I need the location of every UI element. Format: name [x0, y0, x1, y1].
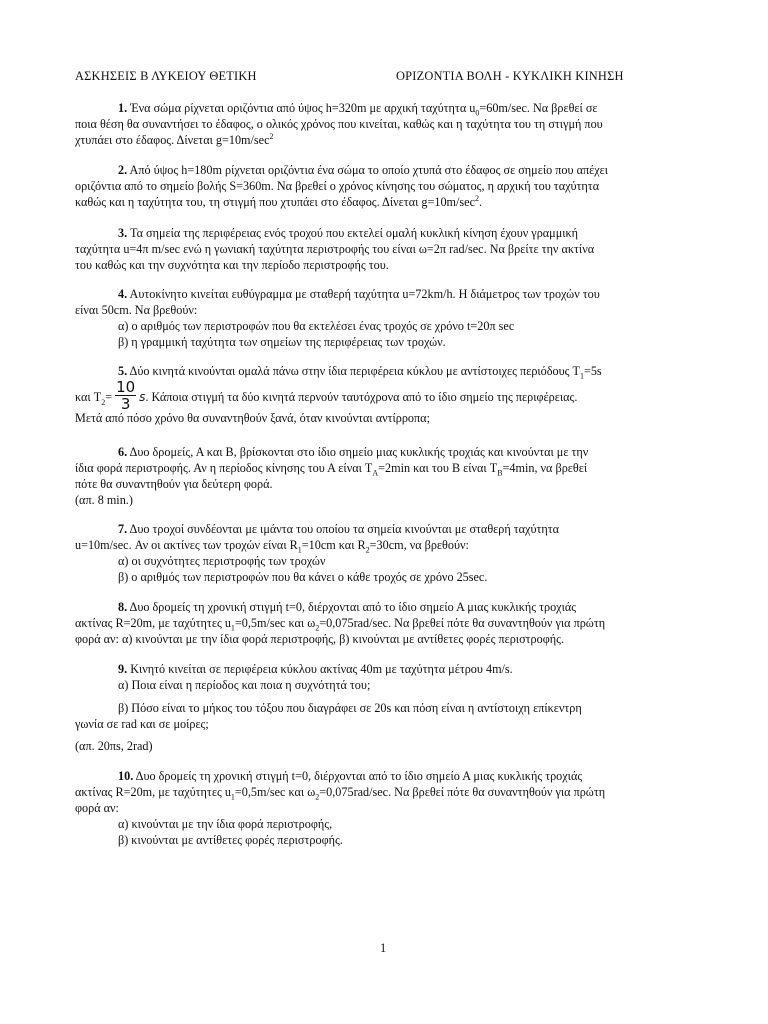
problem-line: ταχύτητα u=4π m/sec ενώ η γωνιακή ταχύτητα περιστροφής του είναι ω=2π rad/sec. Να βρείτε την ακτίνα	[75, 242, 595, 256]
header-right: ΟΡΙΖΟΝΤΙΑ ΒΟΛΗ - ΚΥΚΛΙΚΗ ΚΙΝΗΣΗ	[396, 69, 624, 83]
problem-number: 3.	[118, 226, 128, 240]
subscript: 1	[579, 371, 584, 381]
problem-line	[75, 444, 700, 460]
sub-question-a: α) οι συχνότητες περιστροφής των τροχών	[118, 554, 326, 568]
fraction-numerator: 10	[116, 378, 136, 396]
text: u=10m/sec. Αν οι ακτίνες των τροχών είναι R	[75, 538, 298, 552]
problem-line	[75, 363, 700, 379]
text: =	[105, 390, 113, 405]
text: και T	[75, 390, 102, 405]
subscript: 2	[315, 792, 320, 802]
problem-2	[75, 162, 700, 210]
subscript: 0	[475, 108, 480, 118]
problem-line	[75, 460, 700, 476]
text: ακτίνας R=20m, με ταχύτητες u	[75, 785, 231, 799]
problem-line	[75, 537, 700, 553]
subscript: B	[497, 468, 503, 478]
problem-line: ποια θέση θα συναντήσει το έδαφος, ο ολικός χρόνος που κινείται, καθώς και η ταχύτητα του τη στιγμή που	[75, 117, 603, 131]
problem-number: 10.	[118, 769, 134, 783]
problem-number: 6.	[118, 445, 128, 459]
problem-line: είναι 50cm. Να βρεθούν:	[75, 303, 198, 317]
text: καθώς και η ταχύτητα του, τη στιγμή που χτυπάει στο έδαφος. Δίνεται g=10m/sec	[75, 195, 475, 209]
text: Δύο κινητά κινούνται ομαλά πάνω στην ίδια περιφέρεια κύκλου με αντίστοιχες περιόδους T	[127, 364, 580, 378]
text: χτυπάει στο έδαφος. Δίνεται g=10m/sec	[75, 133, 270, 147]
subscript: 1	[230, 792, 235, 802]
problem-line	[75, 162, 700, 178]
problem-number: 4.	[118, 287, 128, 301]
problem-9	[75, 661, 700, 754]
text: Δυο δρομείς, Α και Β, βρίσκονται στο ίδιο σημείο μιας κυκλικής τροχιάς και κινούνται με την	[127, 445, 589, 459]
problem-10	[75, 768, 700, 848]
text: . Κάποια στιγμή τα δύο κινητά περνούν ταυτόχρονα από το ίδιο σημείο της περιφέρειας.	[145, 390, 578, 405]
problem-7	[75, 521, 700, 585]
problem-line: φορά αν:	[75, 801, 119, 815]
problem-5	[75, 363, 700, 426]
problem-line	[75, 661, 700, 677]
text: Δυο δρομείς τη χρονική στιγμή t=0, διέρχονται από το ίδιο σημείο Α μιας κυκλικής τροχιάς	[133, 769, 583, 783]
header-left: ΑΣΚΗΣΕΙΣ Β ΛΥΚΕΙΟΥ ΘΕΤΙΚΗ	[75, 69, 257, 83]
problem-number: 7.	[118, 522, 128, 536]
text: =0,075rad/sec. Να βρεθεί πότε θα συναντηθούν για πρώτη	[319, 785, 606, 799]
problem-4	[75, 286, 700, 350]
text: =0,5m/sec και ω	[234, 785, 316, 799]
problem-line	[75, 225, 700, 241]
problem-line: Μετά από πόσο χρόνο θα συναντηθούν ξανά, όταν κινούνται αντίρροπα;	[75, 411, 430, 425]
page-number: 1	[380, 941, 387, 955]
text: =0,075rad/sec. Να βρεθεί πότε θα συναντηθούν για πρώτη	[319, 616, 606, 630]
subscript: 1	[297, 545, 302, 555]
problem-1	[75, 100, 700, 148]
problem-number: 1.	[118, 101, 128, 115]
text: =10cm και R	[301, 538, 366, 552]
fraction	[115, 379, 136, 412]
subscript: A	[372, 468, 379, 478]
sub-question-b: β) η γραμμική ταχύτητα των σημείων της περιφέρειας των τροχών.	[118, 335, 446, 349]
text: =0,5m/sec και ω	[234, 616, 316, 630]
text: Αυτοκίνητο κινείται ευθύγραμμα με σταθερή ταχύτητα u=72km/h. Η διάμετρος των τροχών του	[127, 287, 600, 301]
sub-question-a: α) ο αριθμός των περιστροφών που θα εκτελέσει ένας τροχός σε χρόνο t=20π sec	[118, 319, 515, 333]
problem-line	[75, 132, 700, 148]
problem-line: φορά αν: α) κινούνται με την ίδια φορά περιστροφής, β) κινούνται με αντίθετες φορές περιστροφής.	[75, 632, 564, 646]
problem-number: 8.	[118, 600, 128, 614]
text: .	[479, 195, 483, 209]
text: =2min και του Β είναι T	[378, 461, 498, 475]
problem-line	[75, 378, 700, 413]
problem-6	[75, 444, 700, 508]
problem-number: 2.	[118, 163, 128, 177]
problem-line: του καθώς και την συχνότητα και την περίοδο περιστροφής του.	[75, 258, 389, 272]
sub-question-a: α) Ποια είναι η περίοδος και ποια η συχνότητά του;	[118, 678, 371, 692]
answer: (απ. 8 min.)	[75, 493, 133, 507]
sub-question-b: β) Πόσο είναι το μήκος του τόξου που διαγράφει σε 20s και πόση είναι η αντίστοιχη επίκεντρη	[118, 701, 582, 715]
problem-line: πότε θα συναντηθούν για δεύτερη φορά.	[75, 477, 273, 491]
problem-line: οριζόντια από το σημείο βολής S=360m. Να βρεθεί ο χρόνος κίνησης του σώματος, η αρχική του ταχύτητα	[75, 179, 600, 193]
subscript: 1	[230, 623, 235, 633]
superscript: 2	[475, 193, 479, 203]
text: =30cm, να βρεθούν:	[369, 538, 469, 552]
problem-line	[75, 615, 700, 631]
text: ίδια φορά περιστροφής. Αν η περίοδος κίνησης του Α είναι T	[75, 461, 373, 475]
problem-8	[75, 599, 700, 647]
fraction-denominator: 3	[120, 395, 131, 413]
problem-line	[75, 784, 700, 800]
superscript: 2	[269, 131, 274, 141]
sub-question-a: α) κινούνται με την ίδια φορά περιστροφής,	[118, 817, 333, 831]
text: ακτίνας R=20m, με ταχύτητες u	[75, 616, 231, 630]
problem-number: 9.	[118, 662, 128, 676]
text: Δυο τροχοί συνδέονται με ιμάντα του οποίου τα σημεία κινούνται με σταθερή ταχύτητα	[127, 522, 560, 536]
text: =60m/sec. Να βρεθεί σε	[479, 101, 598, 115]
answer: (απ. 20πs, 2rad)	[75, 739, 153, 753]
problem-line	[75, 521, 700, 537]
subscript: 2	[315, 623, 320, 633]
text: Τα σημεία της περιφέρειας ενός τροχού που εκτελεί ομαλή κυκλική κίνηση έχουν γραμμική	[127, 226, 579, 240]
text: Ένα σώμα ρίχνεται οριζόντια από ύψος h=320m με αρχική ταχύτητα u	[127, 101, 476, 115]
text: Κινητό κινείται σε περιφέρεια κύκλου ακτίνας 40m με ταχύτητα μέτρου 4m/s.	[127, 662, 513, 676]
text: Δυο δρομείς τη χρονική στιγμή t=0, διέρχονται από το ίδιο σημείο Α μιας κυκλικής τροχιάς	[127, 600, 577, 614]
text: =5s	[583, 364, 602, 378]
text: Από ύψος h=180m ρίχνεται οριζόντια ένα σώμα το οποίο χτυπά στο έδαφος σε σημείο που απέχει	[127, 163, 609, 177]
problem-3	[75, 225, 700, 273]
problem-number: 5.	[118, 364, 128, 378]
problem-line: γωνία σε rad και σε μοίρες;	[75, 717, 209, 731]
sub-question-b: β) ο αριθμός των περιστροφών που θα κάνει ο κάθε τροχός σε χρόνο 25sec.	[118, 570, 488, 584]
text: =4min, να βρεθεί	[502, 461, 588, 475]
subscript: 2	[365, 545, 370, 555]
unit: s	[139, 390, 146, 405]
problem-line	[75, 194, 700, 210]
problem-line	[75, 768, 700, 784]
problem-line	[75, 286, 700, 302]
subscript: 2	[101, 397, 106, 407]
problem-line	[75, 599, 700, 615]
problem-line	[75, 100, 700, 116]
sub-question-b: β) κινούνται με αντίθετες φορές περιστροφής.	[118, 833, 343, 847]
